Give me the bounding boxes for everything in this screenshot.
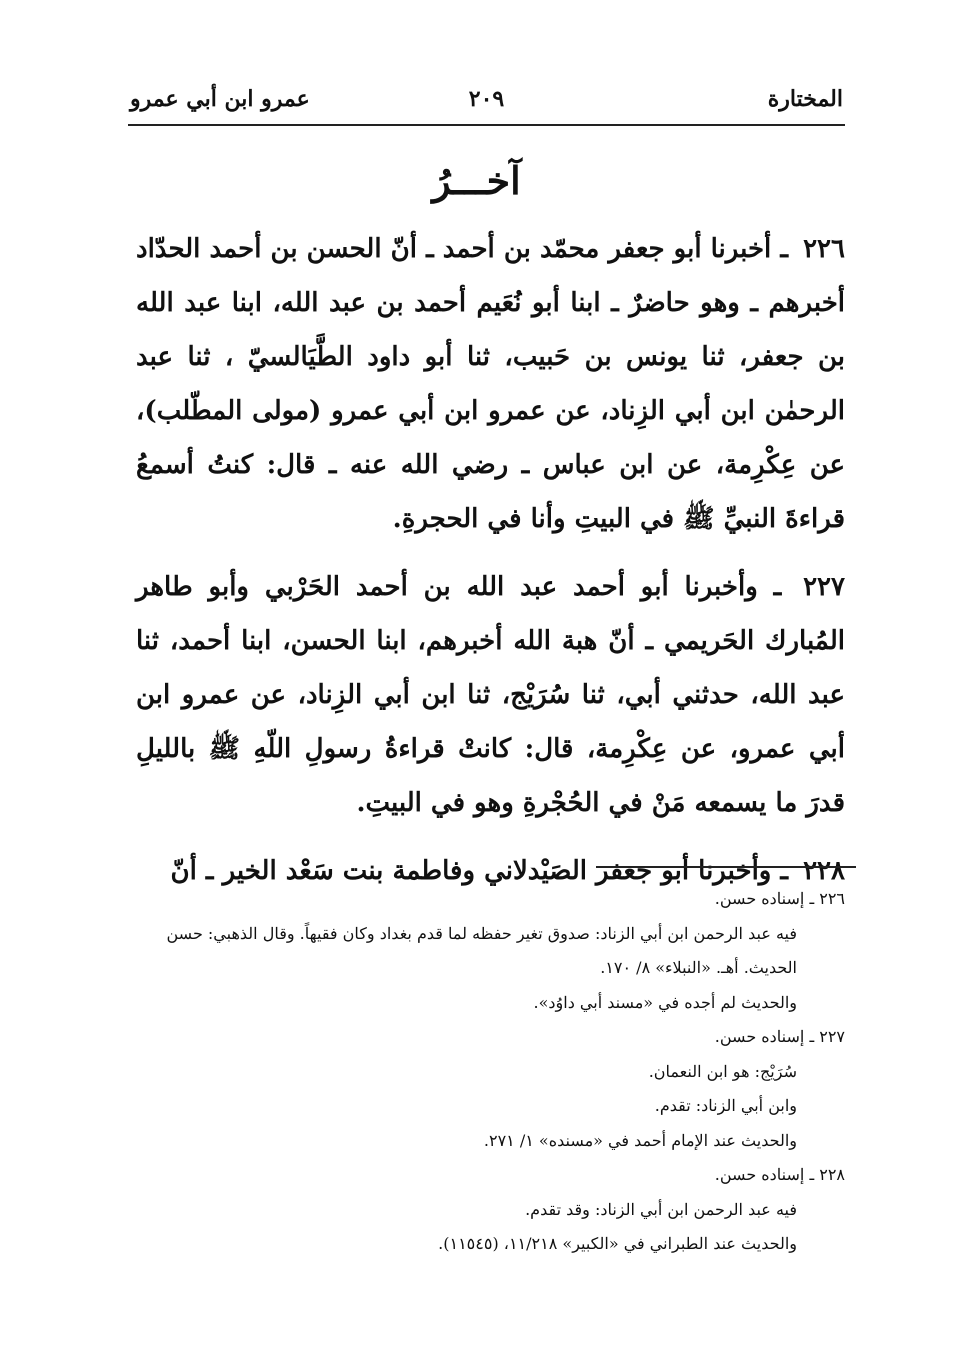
main-text: [136, 222, 845, 912]
header-chapter-title: عمرو ابن أبي عمرو: [130, 86, 310, 112]
footnote-head: ٢٢٨ ـ إسناده حسن.: [714, 1165, 845, 1184]
hadith-number: ٢٢٨: [803, 856, 845, 886]
footnote: [136, 1020, 845, 1158]
hadith-text: ـ أخبرنا أبو جعفر محمّد بن أحمد ـ أنّ الحسن بن أحمد الحدّاد أخبرهم ـ وهو حاضرٌ ـ ابنا أبو نُعَيم أحمد بن عبد الله، ابنا عبد الله بن جعفر، ثنا يونس بن حَبيب، ثنا أبو داود الطَّيَالسيّ ، ثنا عبد الرحمٰن ابن أبي الزِناد، عن عمرو ابن أبي عمرو (مولى المطّلب)، عن عِكْرِمة، عن ابن عباس ـ رضي الله عنه ـ قال: كنتُ أسمعُ قراءةَ النبيِّ ﷺ في البيتِ وأنا في الحجرةِ.: [136, 234, 845, 534]
hadith-number: ٢٢٦: [803, 234, 845, 264]
footnote-head: ٢٢٧ ـ إسناده حسن.: [714, 1027, 845, 1046]
hadith-text: ـ وأخبرنا أبو جعفر الصَيْدلاني وفاطمة بنت سَعْد الخير ـ أنّ: [170, 856, 789, 886]
footnote-divider: [596, 866, 856, 868]
header-divider: [128, 124, 845, 126]
footnotes: [136, 882, 845, 1262]
page-number: ٢٠٩: [468, 86, 505, 112]
hadith-paragraph: [136, 560, 845, 830]
footnote: [136, 882, 845, 1020]
header-book-title: المختارة: [767, 86, 843, 112]
footnote-line: والحديث عند الطبراني في «الكبير» ١١/٢١٨، (١١٥٤٥).: [438, 1234, 797, 1253]
footnote-head: ٢٢٦ ـ إسناده حسن.: [714, 889, 845, 908]
footnote-line: فيه عبد الرحمن ابن أبي الزناد: وقد تقدم.: [525, 1199, 797, 1219]
running-header: [130, 86, 843, 120]
footnote-line: والحديث عند الإمام أحمد في «مسنده» ١/ ٢٧١.: [483, 1130, 797, 1150]
footnote-line: فيه عبد الرحمن ابن أبي الزناد: صدوق تغير حفظه لما قدم بغداد وكان فقيهاً. وقال الذهبي: حسن الحديث. أهـ. «النبلاء» ٨/ ١٧٠.: [166, 923, 797, 977]
footnote-line: والحديث لم أجده في «مسند أبي داوُد».: [533, 992, 797, 1012]
footnote: [136, 1158, 845, 1262]
hadith-paragraph: [136, 222, 845, 546]
section-title: آخـــرُ: [432, 158, 521, 203]
hadith-number: ٢٢٧: [803, 572, 845, 602]
footnote-line: سُرَيْج: هو ابن النعمان.: [648, 1061, 797, 1081]
hadith-text: ـ وأخبرنا أبو أحمد عبد الله بن أحمد الحَرْبي وأبو طاهر المُبارك الحَريمي ـ أنّ هبة الله أخبرهم، ابنا الحسن، ابنا أحمد، ثنا عبد الله، حدثني أبي، ثنا سُرَيْج، ثنا ابن أبي الزِناد، عن عمرو ابن أبي عمرو، عن عِكْرِمة، قال: كانتْ قراءةُ رسولِ اللّهِ ﷺ بالليلِ قدرَ ما يسمعه مَنْ في الحُجْرةِ وهو في البيتِ.: [136, 572, 845, 818]
footnote-line: وابن أبي الزناد: تقدم.: [654, 1096, 797, 1115]
